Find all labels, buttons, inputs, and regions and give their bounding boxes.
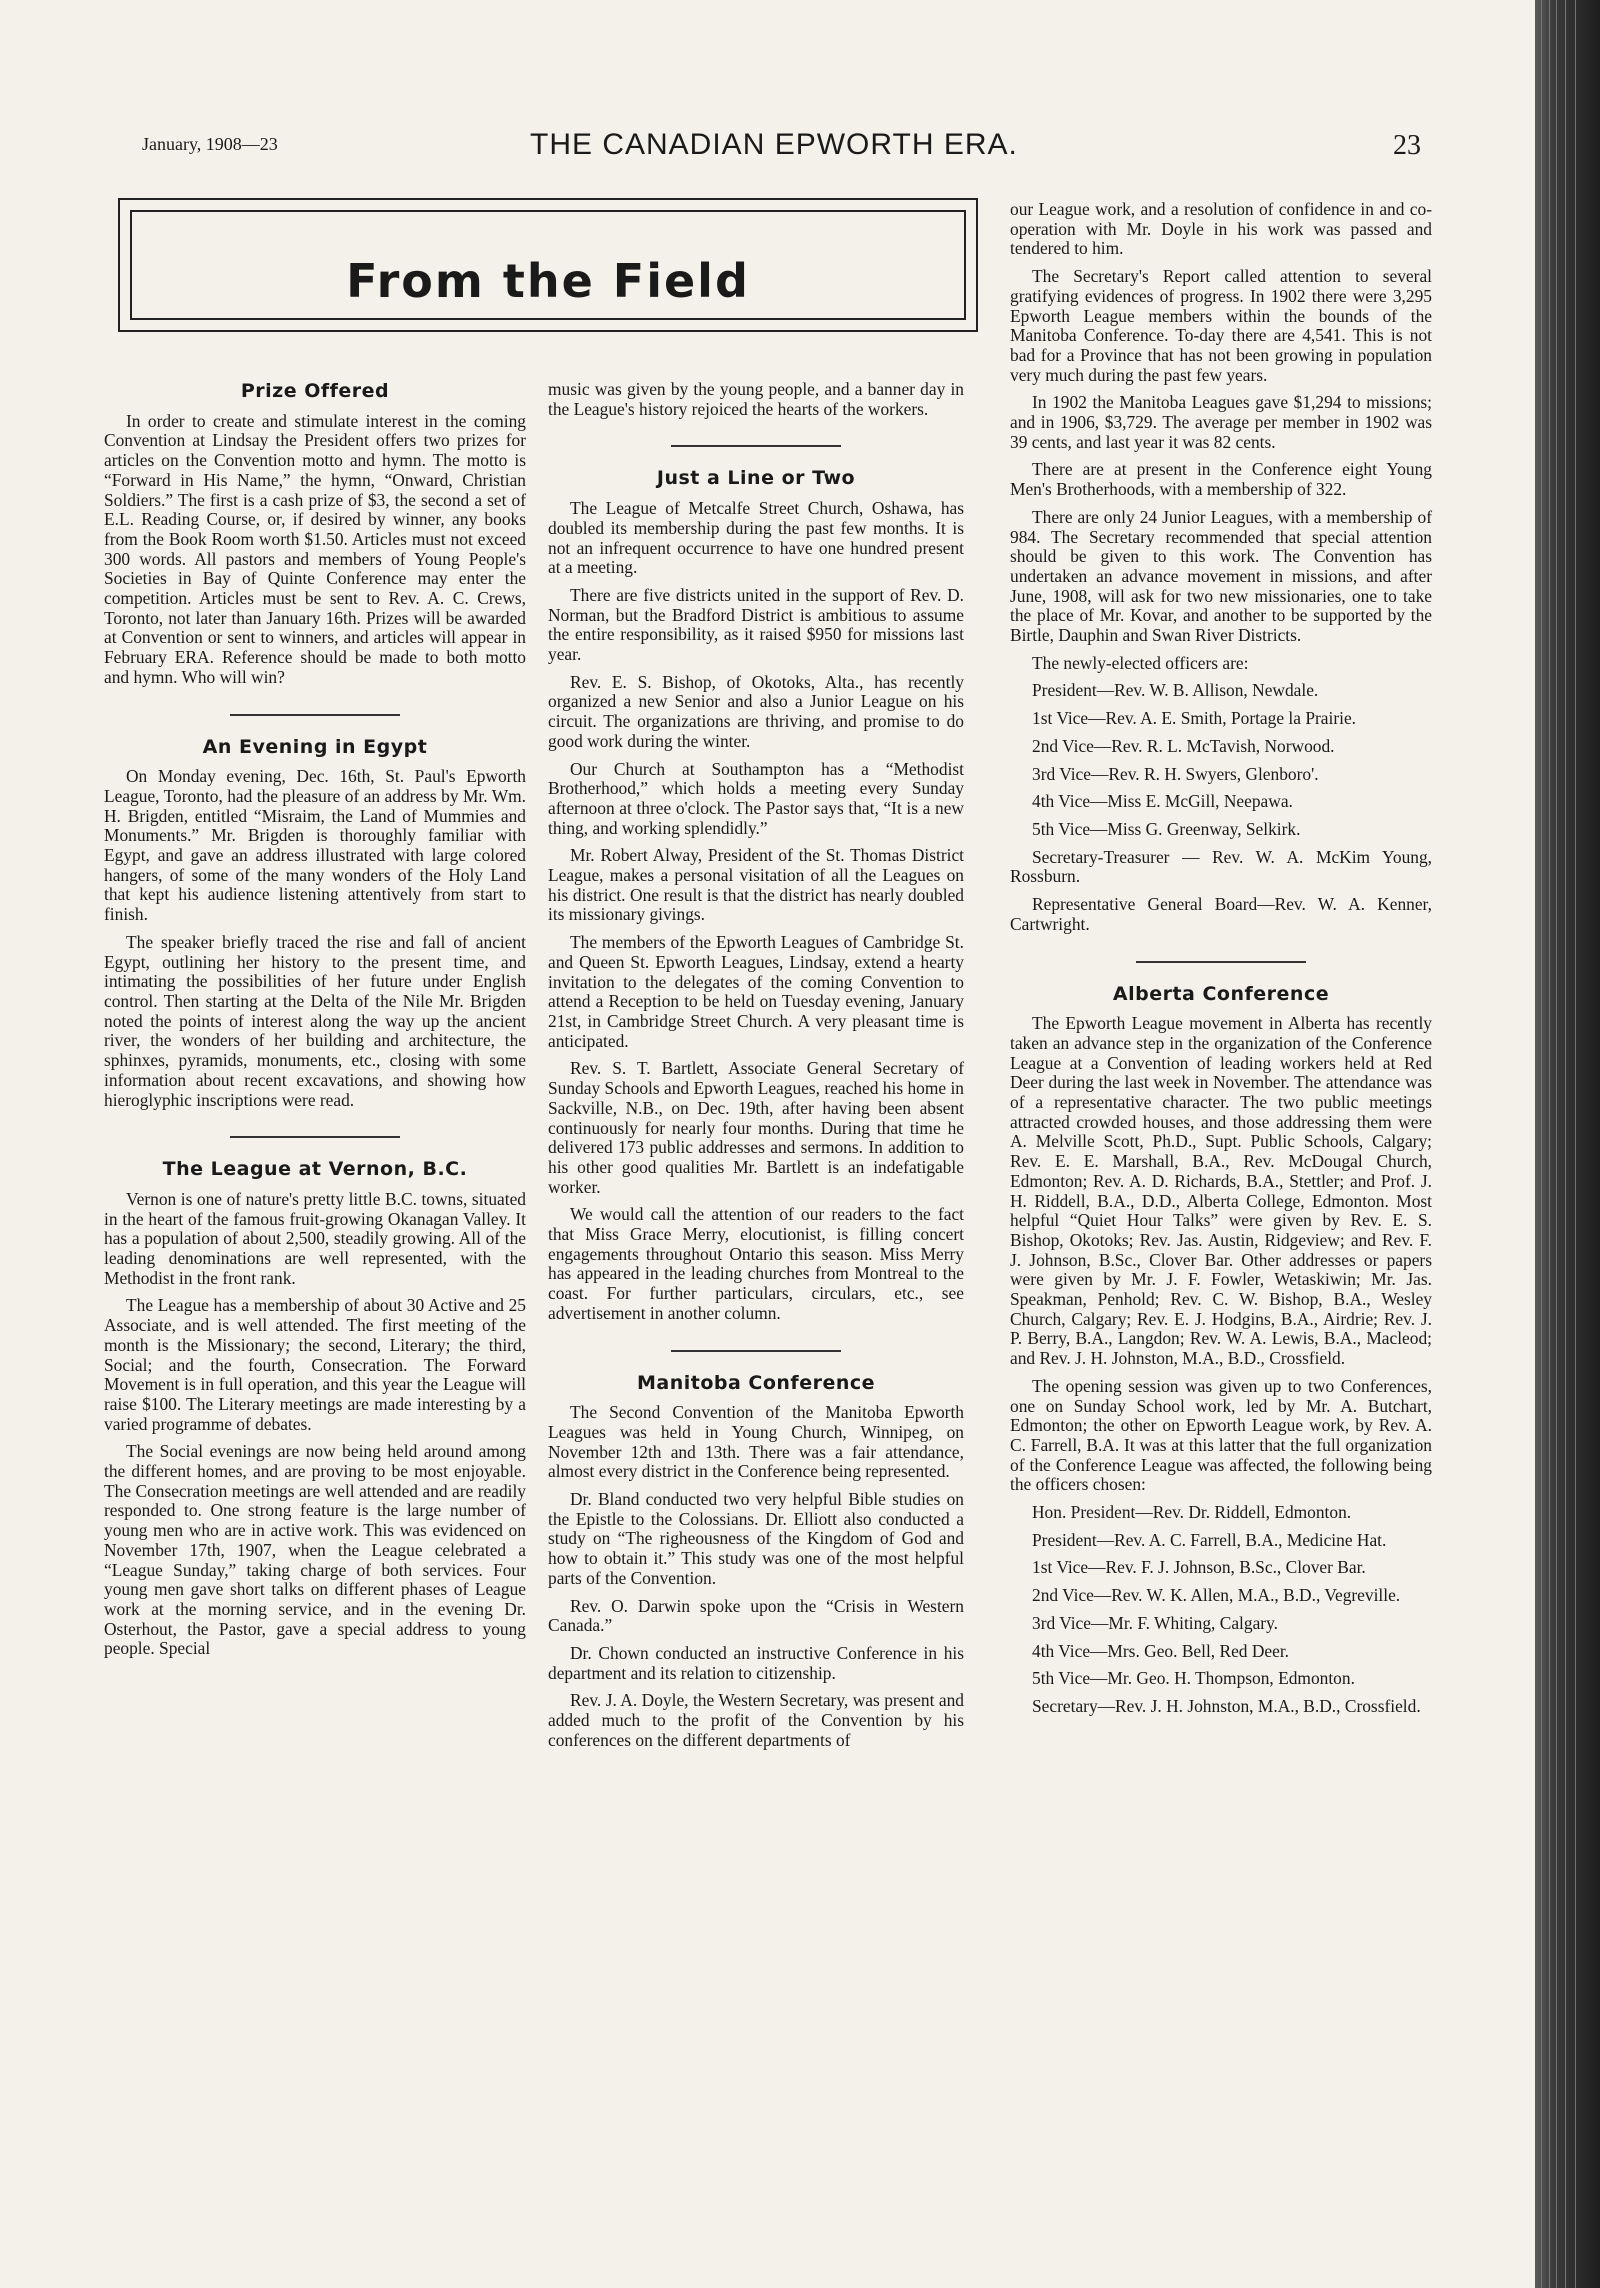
article-paragraph: Rev. J. A. Doyle, the Western Secretary, was present and added much to the profit of the Convention by his conferences on the different departments of bbox=[548, 1690, 964, 1750]
article-paragraph: The League has a membership of about 30 Active and 25 Associate, and is well attended. The first meeting of the month is the Missionary; the second, Literary; the third, Social; and the fourth, Consecration. The Forward Movement is in full operation, and this year the League will raise $100. The Literary meetings are made interesting by a varied programme of debates. bbox=[104, 1295, 526, 1434]
section-divider bbox=[671, 445, 841, 447]
officer-entry: Hon. President—Rev. Dr. Riddell, Edmonton. bbox=[1032, 1502, 1352, 1523]
section-banner bbox=[118, 198, 978, 332]
column-3 bbox=[1010, 200, 1432, 1725]
article-paragraph: There are five districts united in the support of Rev. D. Norman, but the Bradford District is ambitious to assume the entire responsibility, as it raised $950 for missions last year. bbox=[548, 584, 964, 665]
article-paragraph: The League of Metcalfe Street Church, Oshawa, has doubled its membership during the past few months. It is not an infrequent occurrence to have one hundred present at a meeting. bbox=[548, 498, 964, 578]
article-paragraph: There are only 24 Junior Leagues, with a membership of 984. The Secretary recommended that special attention should be given to this work. The Convention has undertaken an advance movement in missions, and after June, 1908, will ask for two new missionaries, one to take the place of Mr. Kovar, and another to be supported by the Birtle, Dauphin and Swan River Districts. bbox=[1010, 506, 1432, 646]
article-paragraph: Dr. Bland conducted two very helpful Bible studies on the Epistle to the Colossians. Dr. Elliott also conducted a study on “The righeousness of the Kingdom of God and how to obtain it.” This study was one of the most helpful parts of the Convention. bbox=[548, 1489, 964, 1588]
article-paragraph: Dr. Chown conducted an instructive Conference in his department and its relation to citizenship. bbox=[548, 1642, 964, 1683]
officer-entry: Secretary-Treasurer — Rev. W. A. McKim Young, Rossburn. bbox=[1010, 846, 1432, 887]
article-paragraph: There are at present in the Conference eight Young Men's Brotherhoods, with a membership of 322. bbox=[1010, 459, 1432, 500]
article-heading: Prize Offered bbox=[240, 380, 390, 402]
article-paragraph: The Secretary's Report called attention to several gratifying evidences of progress. In 1902 there were 3,295 Epworth League members within the bounds of the Manitoba Conference. To-day there are 4,541. This is not bad for a Province that has not been growing in population very much during the past few years. bbox=[1010, 266, 1432, 385]
officer-entry: Secretary—Rev. J. H. Johnston, M.A., B.D., Crossfield. bbox=[1032, 1696, 1421, 1716]
officer-entry: 1st Vice—Rev. F. J. Johnson, B.Sc., Clover Bar. bbox=[1032, 1557, 1366, 1578]
publication-title: THE CANADIAN EPWORTH ERA. bbox=[530, 128, 1018, 161]
article-paragraph: music was given by the young people, and a banner day in the League's history rejoiced the hearts of the workers. bbox=[548, 379, 964, 419]
officer-entry: 5th Vice—Miss G. Greenway, Selkirk. bbox=[1032, 818, 1301, 839]
officer-entry: 1st Vice—Rev. A. E. Smith, Portage la Prairie. bbox=[1032, 708, 1357, 729]
article-heading: Manitoba Conference bbox=[636, 1371, 876, 1394]
article-paragraph: Rev. O. Darwin spoke upon the “Crisis in Western Canada.” bbox=[548, 1595, 964, 1636]
article-heading: The League at Vernon, B.C. bbox=[162, 1158, 468, 1181]
article-paragraph: The Second Convention of the Manitoba Epworth Leagues was held in Young Church, Winnipeg, on November 12th and 13th. There was a fair attendance, almost every district in the Conference being represented. bbox=[548, 1402, 964, 1482]
column-2 bbox=[548, 380, 964, 1758]
officer-entry: 2nd Vice—Rev. R. L. McTavish, Norwood. bbox=[1032, 735, 1335, 756]
article-paragraph: our League work, and a resolution of confidence in and co-operation with Mr. Doyle in his work was passed and tendered to him. bbox=[1010, 199, 1432, 259]
article-paragraph: Rev. S. T. Bartlett, Associate General Secretary of Sunday Schools and Epworth Leagues, reached his home in Sackville, N.B., on Dec. 19th, after having been absent continuously for nearly four months. During that time he delivered 173 public addresses and sermons. In addition to his other good qualities Mr. Bartlett is an indefatigable worker. bbox=[548, 1058, 964, 1197]
officer-entry: 3rd Vice—Mr. F. Whiting, Calgary. bbox=[1032, 1612, 1278, 1633]
section-divider bbox=[230, 1136, 400, 1138]
article-paragraph: We would call the attention of our readers to the fact that Miss Grace Merry, elocutionist, is filling concert engagements throughout Ontario this season. Miss Merry has appeared in the leading churches from Montreal to the coast. For further particulars, circulars, etc., see advertisement in another column. bbox=[548, 1204, 964, 1323]
article-heading: Alberta Conference bbox=[1112, 982, 1330, 1005]
article-paragraph: Rev. E. S. Bishop, of Okotoks, Alta., has recently organized a new Senior and also a Junior League on his circuit. The organizations are thriving, and promise to do good work during the winter. bbox=[548, 671, 964, 751]
officer-entry: 4th Vice—Miss E. McGill, Neepawa. bbox=[1032, 791, 1293, 812]
article-heading: Just a Line or Two bbox=[656, 467, 856, 490]
article-paragraph: On Monday evening, Dec. 16th, St. Paul's Epworth League, Toronto, had the pleasure of an address by Mr. Wm. H. Brigden, entitled “Misraim, the Land of Mummies and Monuments.” Mr. Brigden is thoroughly familiar with Egypt, and gave an address illustrated with large colored hangers, of some of the many wonders of the Holy Land that kept his audience listening attentively from start to finish. bbox=[104, 766, 526, 925]
article-paragraph: In order to create and stimulate interest in the coming Convention at Lindsay the President offers two prizes for articles on the Convention motto and hymn. The motto is “Forward in His Name,” the hymn, “Onward, Christian Soldiers.” The first is a cash prize of $3, the second a set of E.L. Reading Course, or, if desired by winner, any books from the Book Room worth $1.50. Articles must not exceed 300 words. All pastors and members of Young People's Societies in Bay of Quinte Conference may enter the competition. Articles must be sent to Rev. A. C. Crews, Toronto, not later than January 16th. Prizes will be awarded at Convention or sent to winners, and articles will appear in February ERA. Reference should be made to both motto and hymn. Who will win? bbox=[104, 410, 526, 687]
article-paragraph: In 1902 the Manitoba Leagues gave $1,294 to missions; and in 1906, $3,729. The average per member in 1902 was 39 cents, and last year it was 82 cents. bbox=[1010, 392, 1432, 452]
page-number: 23 bbox=[1393, 130, 1421, 161]
article-paragraph: The speaker briefly traced the rise and fall of ancient Egypt, outlining her history to the present time, and intimating the possibilities of her future under English control. Then starting at the Delta of the Nile Mr. Brigden noted the points of interest along the way up the ancient river, the wonders of her building and architecture, the sphinxes, pyramids, monuments, etc., closing with some information about recent excavations, and showing how hieroglyphic inscriptions were read. bbox=[104, 931, 526, 1110]
officer-entry: President—Rev. W. B. Allison, Newdale. bbox=[1032, 680, 1319, 701]
officer-entry: 4th Vice—Mrs. Geo. Bell, Red Deer. bbox=[1032, 1640, 1290, 1661]
book-page-edge bbox=[1535, 0, 1600, 2288]
article-paragraph: The Epworth League movement in Alberta has recently taken an advance step in the organization of the Conference League at a Convention of leading workers held at Red Deer during the last week in November. The attendance was of a representative character. The two public meetings attracted crowded houses, and those addressing them were A. Melville Scott, Ph.D., Supt. Public Schools, Calgary; Rev. E. E. Marshall, B.A., Rev. McDougal Church, Edmonton; Rev. A. D. Richards, B.A., Stettler; and Prof. J. H. Riddell, B.A., D.D., Alberta College, Edmonton. Most helpful “Quiet Hour Talks” were given by Rev. E. S. Bishop, Okotoks; Rev. Jas. Austin, Ridgeview; and Rev. F. J. Johnson, B.Sc., Clover Bar. Other addresses or papers were given by Mr. J. F. Fowler, Wetaskiwin; Mr. Jas. Speakman, Penhold; Rev. C. W. Bishop, B.A., Wesley Church, Calgary; Rev. E. J. Hodgins, B.A., Airdrie; Rev. J. P. Berry, B.A., Langdon; Rev. W. A. Lewis, B.A., Macleod; and Rev. J. H. Johnston, M.A., B.D., Crossfield. bbox=[1010, 1013, 1432, 1369]
article-paragraph: The opening session was given up to two Conferences, one on Sunday School work, led by Mr. A. Butchart, Edmonton; the other on Epworth League work, by Rev. A. C. Farrell, B.A. It was at this latter that the full organization of the Conference League was affected, the following being the officers chosen: bbox=[1010, 1375, 1432, 1495]
article-paragraph: The members of the Epworth Leagues of Cambridge St. and Queen St. Epworth Leagues, Lindsay, extend a hearty invitation to the delegates of the coming Convention to attend a Reception to be held on Tuesday evening, January 21st, in Cambridge Street Church. A very pleasant time is anticipated. bbox=[548, 932, 964, 1051]
section-divider bbox=[671, 1350, 841, 1352]
article-paragraph: The Social evenings are now being held around among the different homes, and are proving to be most enjoyable. The Consecration meetings are well attended and are readily responded to. One strong feature is the large number of young men who are in active work. This was evidenced on November 17th, 1907, when the League celebrated a “League Sunday,” taking charge of both services. Four young men gave short talks on different phases of League work at the morning service, and in the evening Dr. Osterhout, the Pastor, gave a special address to young people. Special bbox=[104, 1441, 526, 1659]
officer-entry: 5th Vice—Mr. Geo. H. Thompson, Edmonton. bbox=[1032, 1668, 1355, 1689]
column-1 bbox=[104, 372, 526, 1667]
officer-entry: Representative General Board—Rev. W. A. Kenner, Cartwright. bbox=[1010, 894, 1432, 934]
article-paragraph: Our Church at Southampton has a “Methodist Brotherhood,” which holds a meeting every Sunday afternoon at three o'clock. The Pastor says that, “It is a new thing, and working splendidly.” bbox=[548, 758, 964, 838]
banner-title: From the Field bbox=[346, 254, 750, 308]
article-paragraph: Mr. Robert Alway, President of the St. Thomas District League, makes a personal visitation of all the Leagues on his district. One result is that the district has nearly doubled its missionary givings. bbox=[548, 845, 964, 925]
issue-date: January, 1908—23 bbox=[142, 134, 278, 154]
officer-entry: President—Rev. A. C. Farrell, B.A., Medicine Hat. bbox=[1032, 1529, 1387, 1550]
banner-inner-frame bbox=[130, 210, 966, 320]
article-heading: An Evening in Egypt bbox=[202, 735, 428, 758]
section-divider bbox=[230, 714, 400, 716]
section-divider bbox=[1136, 961, 1306, 963]
officer-list-intro: The newly-elected officers are: bbox=[1032, 652, 1249, 673]
officer-entry: 3rd Vice—Rev. R. H. Swyers, Glenboro'. bbox=[1032, 763, 1319, 784]
article-paragraph: Vernon is one of nature's pretty little B.C. towns, situated in the heart of the famous fruit-growing Okanagan Valley. It has a population of about 2,500, steadily growing. All of the leading denominations are well represented, with the Methodist in the front rank. bbox=[104, 1188, 526, 1288]
officer-entry: 2nd Vice—Rev. W. K. Allen, M.A., B.D., Vegreville. bbox=[1032, 1585, 1401, 1606]
